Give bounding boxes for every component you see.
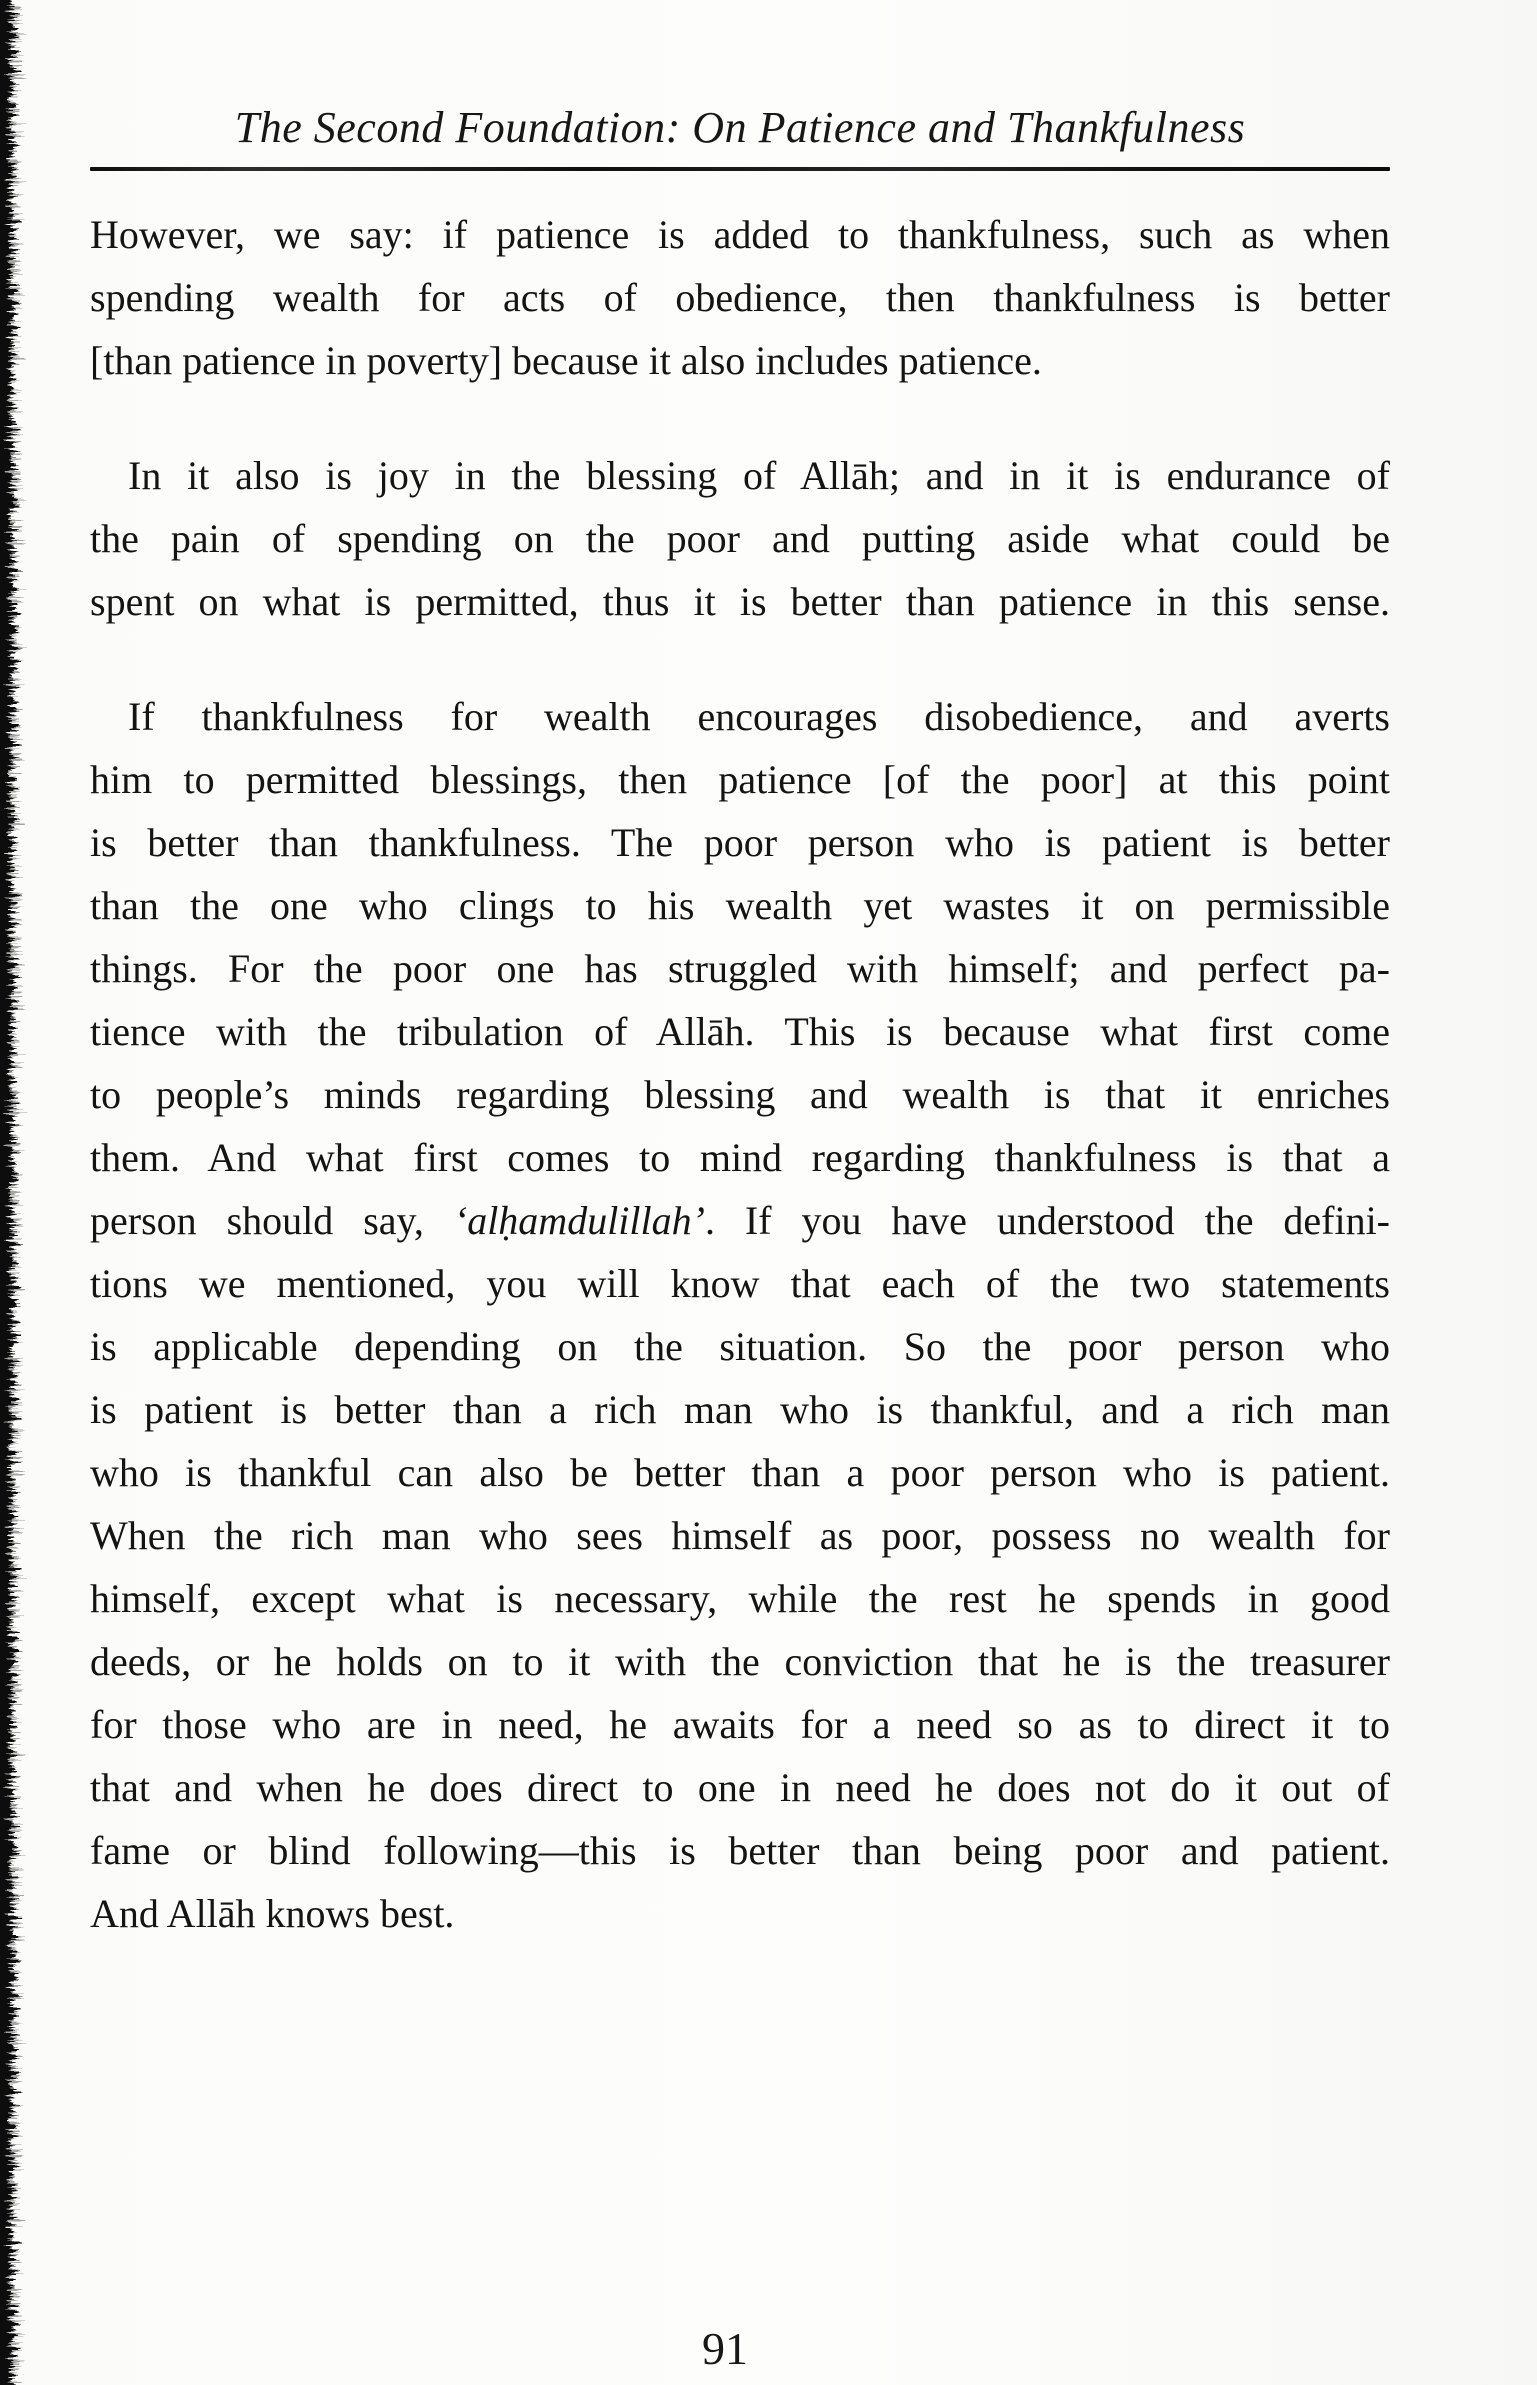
text-line: [90, 1504, 1390, 1567]
text-line: [90, 1252, 1390, 1315]
text-line: [90, 329, 1390, 392]
text-segment: who is thankful can also be better than a poor person who is patient.: [90, 1450, 1390, 1495]
text-line: [90, 1819, 1390, 1882]
text-segment: the pain of spending on the poor and putting aside what could be: [90, 516, 1390, 561]
text-segment: that and when he does direct to one in need he does not do it out of: [90, 1765, 1390, 1810]
text-segment: person should say,: [90, 1198, 454, 1243]
text-line: [90, 811, 1390, 874]
text-line: [90, 1189, 1390, 1252]
body-text: [90, 203, 1390, 1997]
text-segment: things. For the poor one has struggled with himself; and perfect pa-: [90, 946, 1390, 991]
text-segment: spending wealth for acts of obedience, then thankfulness is better: [90, 275, 1390, 320]
text-segment: tions we mentioned, you will know that each of the two statements: [90, 1261, 1390, 1306]
running-header-title: The Second Foundation: On Patience and Thankfulness: [234, 103, 1246, 152]
text-line: [90, 1630, 1390, 1693]
text-segment: spent on what is permitted, thus it is better than patience in this sense.: [90, 579, 1390, 624]
text-segment: deeds, or he holds on to it with the conviction that he is the treasurer: [90, 1639, 1390, 1684]
italic-term: ‘alḥamdulillah’: [453, 1198, 705, 1243]
text-line: [90, 507, 1390, 570]
text-segment: fame or blind following—this is better than being poor and patient.: [90, 1828, 1390, 1873]
text-line: [90, 1756, 1390, 1819]
text-line: [90, 1063, 1390, 1126]
text-line: [90, 1000, 1390, 1063]
text-segment: him to permitted blessings, then patience [of the poor] at this point: [90, 757, 1390, 802]
page-number: 91: [702, 2323, 748, 2374]
text-line: [90, 1378, 1390, 1441]
text-line: [90, 1882, 1390, 1945]
text-line: [90, 874, 1390, 937]
text-segment: himself, except what is necessary, while the rest he spends in good: [90, 1576, 1390, 1621]
text-segment: is better than thankfulness. The poor person who is patient is better: [90, 820, 1390, 865]
text-line: [90, 444, 1390, 507]
text-line: [90, 570, 1390, 633]
paragraph: [90, 685, 1390, 1945]
text-line: [90, 685, 1390, 748]
text-line: [90, 1315, 1390, 1378]
text-segment: than the one who clings to his wealth yet wastes it on permissible: [90, 883, 1390, 928]
scan-binding-shadow: [0, 0, 64, 2385]
text-segment: If thankfulness for wealth encourages disobedience, and averts: [128, 694, 1390, 739]
paragraph: [90, 203, 1390, 392]
text-segment: them. And what first comes to mind regarding thankfulness is that a: [90, 1135, 1390, 1180]
text-segment: tience with the tribulation of Allāh. This is because what first come: [90, 1009, 1390, 1054]
text-segment: . If you have understood the defini-: [704, 1198, 1390, 1243]
text-segment: is patient is better than a rich man who is thankful, and a rich man: [90, 1387, 1390, 1432]
text-line: [90, 748, 1390, 811]
text-line: [90, 1126, 1390, 1189]
text-line: [90, 937, 1390, 1000]
text-segment: to people’s minds regarding blessing and wealth is that it enriches: [90, 1072, 1390, 1117]
paragraph: [90, 444, 1390, 633]
text-segment: And Allāh knows best.: [90, 1891, 455, 1936]
text-line: [90, 1567, 1390, 1630]
text-segment: for those who are in need, he awaits for a need so as to direct it to: [90, 1702, 1390, 1747]
text-line: [90, 266, 1390, 329]
text-segment: is applicable depending on the situation. So the poor person who: [90, 1324, 1390, 1369]
text-line: [90, 1693, 1390, 1756]
text-line: [90, 203, 1390, 266]
header-rule: [90, 167, 1390, 171]
text-segment: However, we say: if patience is added to thankfulness, such as when: [90, 212, 1390, 257]
text-segment: When the rich man who sees himself as poor, possess no wealth for: [90, 1513, 1390, 1558]
text-segment: In it also is joy in the blessing of Allāh; and in it is endurance of: [128, 453, 1390, 498]
text-line: [90, 1441, 1390, 1504]
text-segment: [than patience in poverty] because it also includes patience.: [90, 338, 1042, 383]
